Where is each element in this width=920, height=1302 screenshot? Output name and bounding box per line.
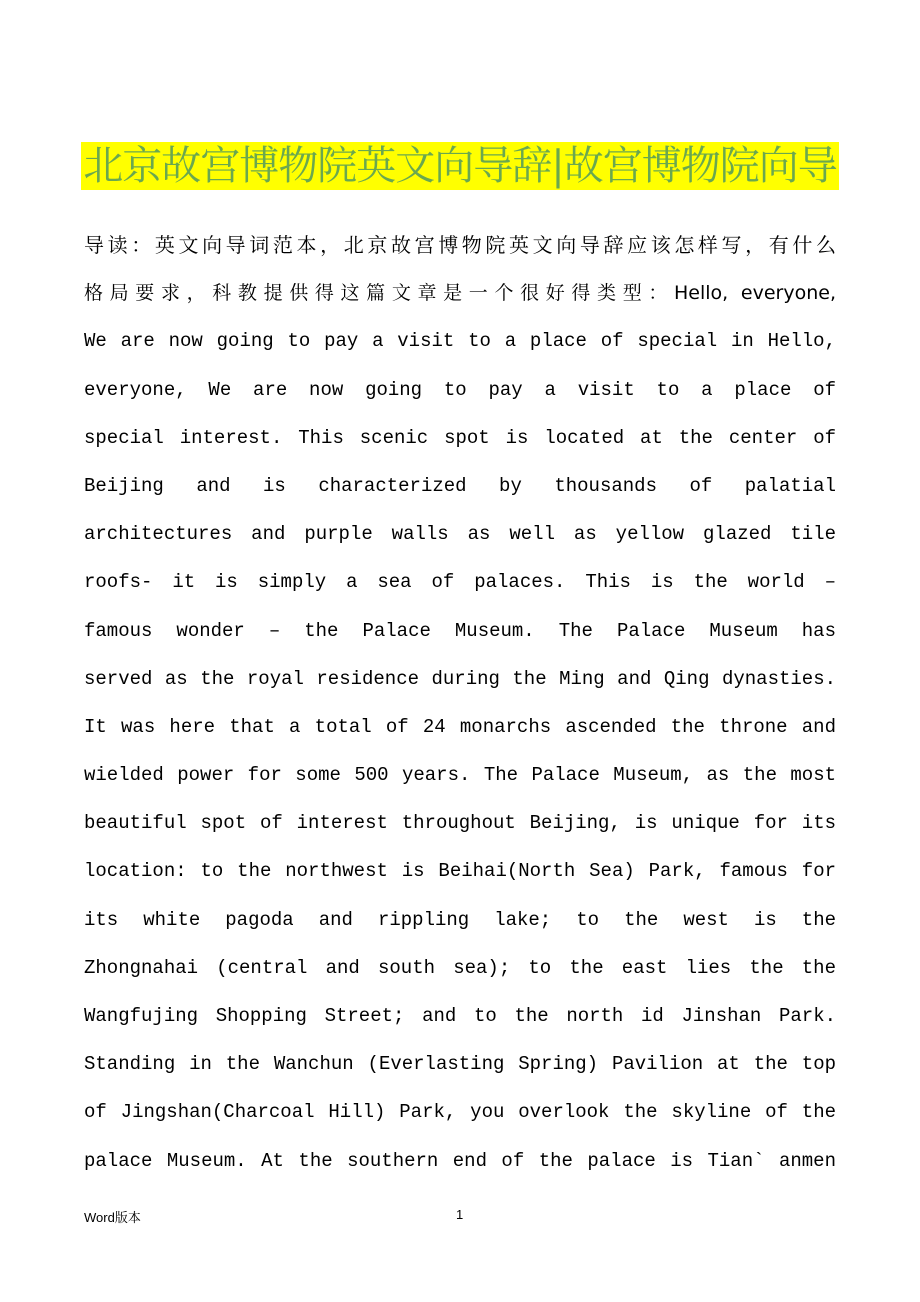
paragraph-line: Beijing and is characterized by thousands of palatial bbox=[84, 474, 836, 497]
paragraph-line: It was here that a total of 24 monarchs ascended the throne and bbox=[84, 715, 836, 738]
paragraph-line: location: to the northwest is Beihai(North Sea) Park, famous for bbox=[84, 860, 836, 883]
document-title: 北京故宫博物院英文向导辞|故宫博物院向导 bbox=[83, 143, 837, 189]
page-number: 1 bbox=[456, 1207, 464, 1222]
paragraph-line: architectures and purple walls as well as yellow glazed tile bbox=[84, 523, 836, 546]
footer-label: Word版本 bbox=[84, 1210, 141, 1225]
paragraph-line: wielded power for some 500 years. The Palace Museum, as the most bbox=[84, 764, 836, 787]
paragraph-line: We are now going to pay a visit to a place of special in Hello, bbox=[84, 330, 836, 353]
paragraph-line: its white pagoda and rippling lake; to the west is the bbox=[84, 908, 836, 931]
paragraph-line: roofs- it is simply a sea of palaces. This is the world – bbox=[84, 571, 836, 594]
paragraph-line: Zhongnahai (central and south sea); to the east lies the the bbox=[84, 956, 836, 979]
paragraph-line: special interest. This scenic spot is located at the center of bbox=[84, 426, 836, 449]
paragraph-line: served as the royal residence during the Ming and Qing dynasties. bbox=[84, 667, 836, 690]
paragraph-line: palace Museum. At the southern end of the palace is Tian` anmen bbox=[84, 1149, 836, 1172]
paragraph-line: 导读：英文向导词范本，北京故宫博物院英文向导辞应该怎样写，有什么 bbox=[84, 233, 836, 257]
paragraph-line: famous wonder – the Palace Museum. The Palace Museum has bbox=[84, 619, 836, 642]
paragraph-line: of Jingshan(Charcoal Hill) Park, you overlook the skyline of the bbox=[84, 1101, 836, 1124]
paragraph-line: everyone, We are now going to pay a visit to a place of bbox=[84, 378, 836, 401]
title-wrap bbox=[0, 142, 920, 190]
paragraph-line: beautiful spot of interest throughout Beijing, is unique for its bbox=[84, 812, 836, 835]
paragraph-line: Wangfujing Shopping Street; and to the north id Jinshan Park. bbox=[84, 1005, 836, 1027]
paragraph-line: Standing in the Wanchun (Everlasting Spring) Pavilion at the top bbox=[84, 1053, 836, 1076]
paragraph-line: 格局要求，科教提供得这篇文章是一个很好得类型：Hello, everyone, bbox=[84, 282, 836, 305]
document-body bbox=[84, 221, 836, 1185]
